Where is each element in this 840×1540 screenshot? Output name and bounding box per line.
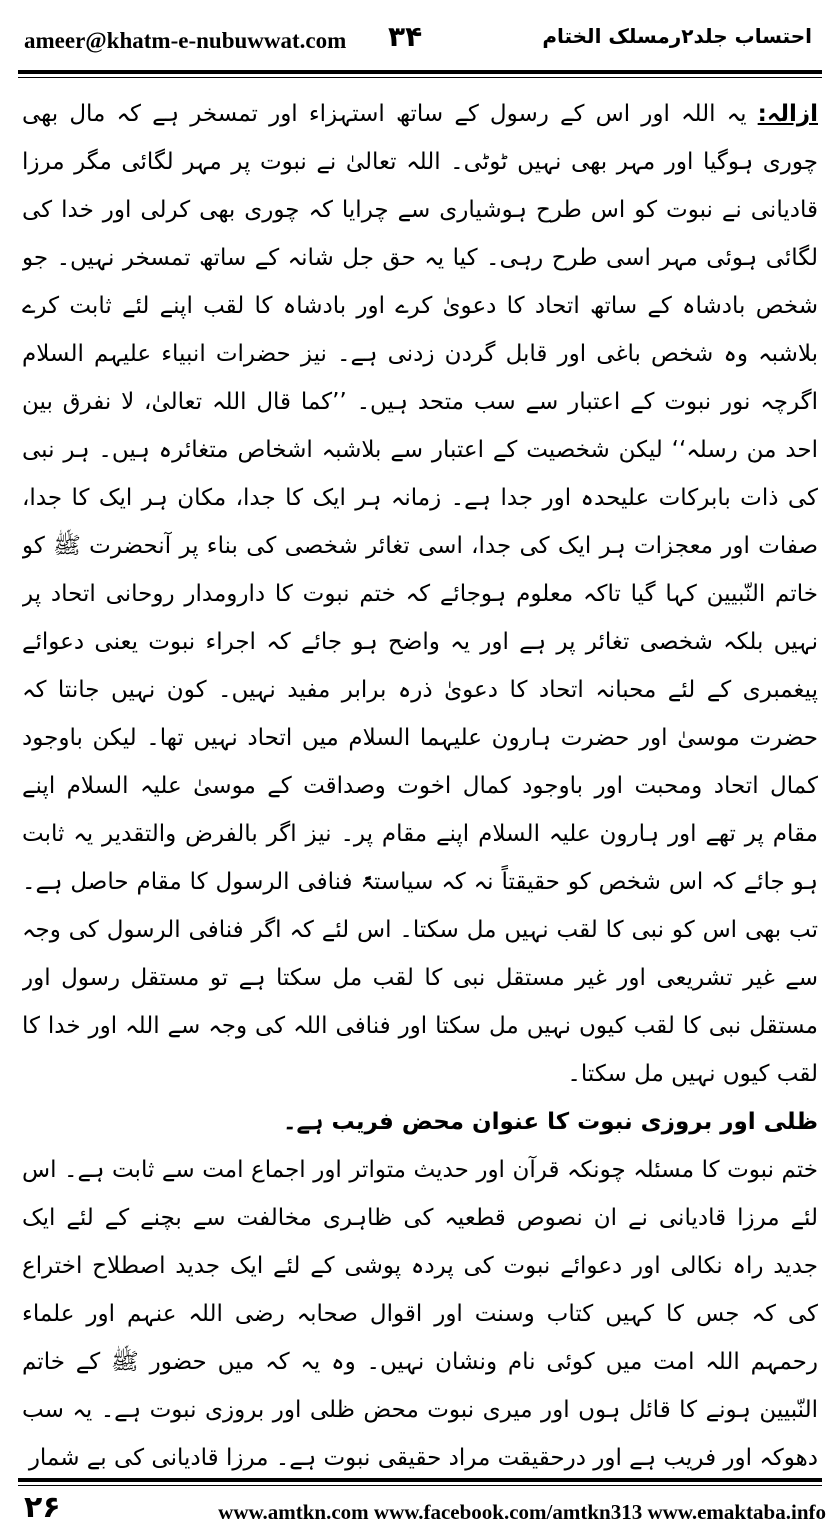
paragraph-khatm-nubuwwat: ختم نبوت کا مسئلہ چونکہ قرآن اور حدیث متواتر اور اجماع امت سے ثابت ہے۔ اس لئے مرزا قادیانی نے ان نصوص قطعیہ کی ظاہری مخالفت سے بچنے کے لئے ایک جدید راہ نکالی اور دعوائے نبوت کی پردہ پوشی کے لئے ایک جدید اصطلاح اختراع کی کہ جس کا کہیں کتاب وسنت اور اقوال صحابہ رضی اللہ عنہم اور علماء رحمہم اللہ امت میں کوئی نام ونشان نہیں۔ وہ یہ کہ میں حضور ﷺ کے خاتم النّبیین ہونے کا قائل ہوں اور میری نبوت محض ظلی اور بروزی نبوت ہے۔ یہ سب دھوکہ اور فریب ہے اور درحقیقت مراد حقیقی نبوت ہے۔ مرزا قادیانی کی بے شمار bbox=[22, 1157, 818, 1471]
page-header bbox=[0, 0, 840, 80]
header-rule-thin bbox=[18, 77, 822, 78]
paragraph-izala bbox=[22, 90, 818, 1098]
footer-rule-thin bbox=[18, 1485, 822, 1486]
section-subheading: ظلی اور بروزی نبوت کا عنوان محض فریب ہے۔ bbox=[283, 1109, 818, 1135]
header-page-number: ۳۴ bbox=[388, 20, 423, 53]
paragraph-izala-text: یہ اللہ اور اس کے رسول کے ساتھ استہزاء اور تمسخر ہے کہ مال بھی چوری ہوگیا اور مہر بھی نہیں ٹوٹی۔ اللہ تعالیٰ نے نبوت پر مہر لگائی مگر مرزا قادیانی نے نبوت کو اس طرح ہوشیاری سے چرایا کہ چوری بھی کرلی اور خدا کی لگائی ہوئی مہر اسی طرح رہی۔ کیا یہ حق جل شانہ کے ساتھ تمسخر نہیں۔ جو شخص بادشاہ کے ساتھ اتحاد کا دعویٰ کرے اور بادشاہ کا لقب اپنے لئے ثابت کرے بلاشبہ وہ شخص باغی اور قابل گردن زدنی ہے۔ نیز حضرات انبیاء علیہم السلام اگرچہ نور نبوت کے اعتبار سے سب متحد ہیں۔ ’’کما قال اللہ تعالیٰ، لا نفرق بین احد من رسلہ‘‘ لیکن شخصیت کے اعتبار سے بلاشبہ اشخاص متغائرہ ہیں۔ ہر نبی کی ذات بابرکات علیحدہ اور جدا ہے۔ زمانہ ہر ایک کا جدا، مکان ہر ایک کا جدا، صفات اور معجزات ہر ایک کی جدا، اسی تغائر شخصی کی بناء پر آنحضرت ﷺ کو خاتم النّبیین کہا گیا تاکہ معلوم ہوجائے کہ ختم نبوت کا دارومدار روحانی اتحاد پر نہیں بلکہ شخصی تغائر پر ہے اور یہ واضح ہو جائے کہ اجراء نبوت یعنی دعوائے پیغمبری کے لئے محبانہ اتحاد کا دعویٰ ذرہ برابر مفید نہیں۔ کون نہیں جانتا کہ حضرت موسیٰ اور حضرت ہارون علیہما السلام میں اتحاد نہیں تھا۔ لیکن باوجود کمال اتحاد ومحبت اور باوجود کمال اخوت وصداقت کے موسیٰ علیہ السلام اپنے مقام پر تھے اور ہارون علیہ السلام اپنے مقام پر۔ نیز اگر بالفرض والتقدیر یہ ثابت ہو جائے کہ اس شخص کو حقیقتاً نہ کہ سیاستۃً فنافی الرسول کا مقام حاصل ہے۔ تب بھی اس کو نبی کا لقب نہیں مل سکتا۔ اس لئے کہ اگر فنافی الرسول کی وجہ سے غیر تشریعی اور غیر مستقل نبی کا لقب مل سکتا ہے تو مستقل رسول اور مستقل نبی کا لقب کیوں نہیں مل سکتا اور فنافی اللہ کی وجہ سے اللہ اور خدا کا لقب کیوں نہیں مل سکتا۔ bbox=[22, 101, 818, 1087]
footer-page-number: ۲۶ bbox=[24, 1490, 61, 1525]
header-book-title: احتساب جلد۲رمسلک الختام bbox=[542, 24, 812, 48]
page-footer bbox=[0, 1478, 840, 1540]
page-body bbox=[22, 90, 818, 1472]
header-email[interactable]: ameer@khatm-e-nubuwwat.com bbox=[24, 28, 347, 53]
header-rule-thick bbox=[18, 70, 822, 74]
footer-rule-thick bbox=[18, 1478, 822, 1482]
footer-urls[interactable]: www.amtkn.com www.facebook.com/amtkn313 www.emaktaba.info bbox=[218, 1500, 826, 1524]
izala-label: ازالہ: bbox=[757, 101, 818, 127]
